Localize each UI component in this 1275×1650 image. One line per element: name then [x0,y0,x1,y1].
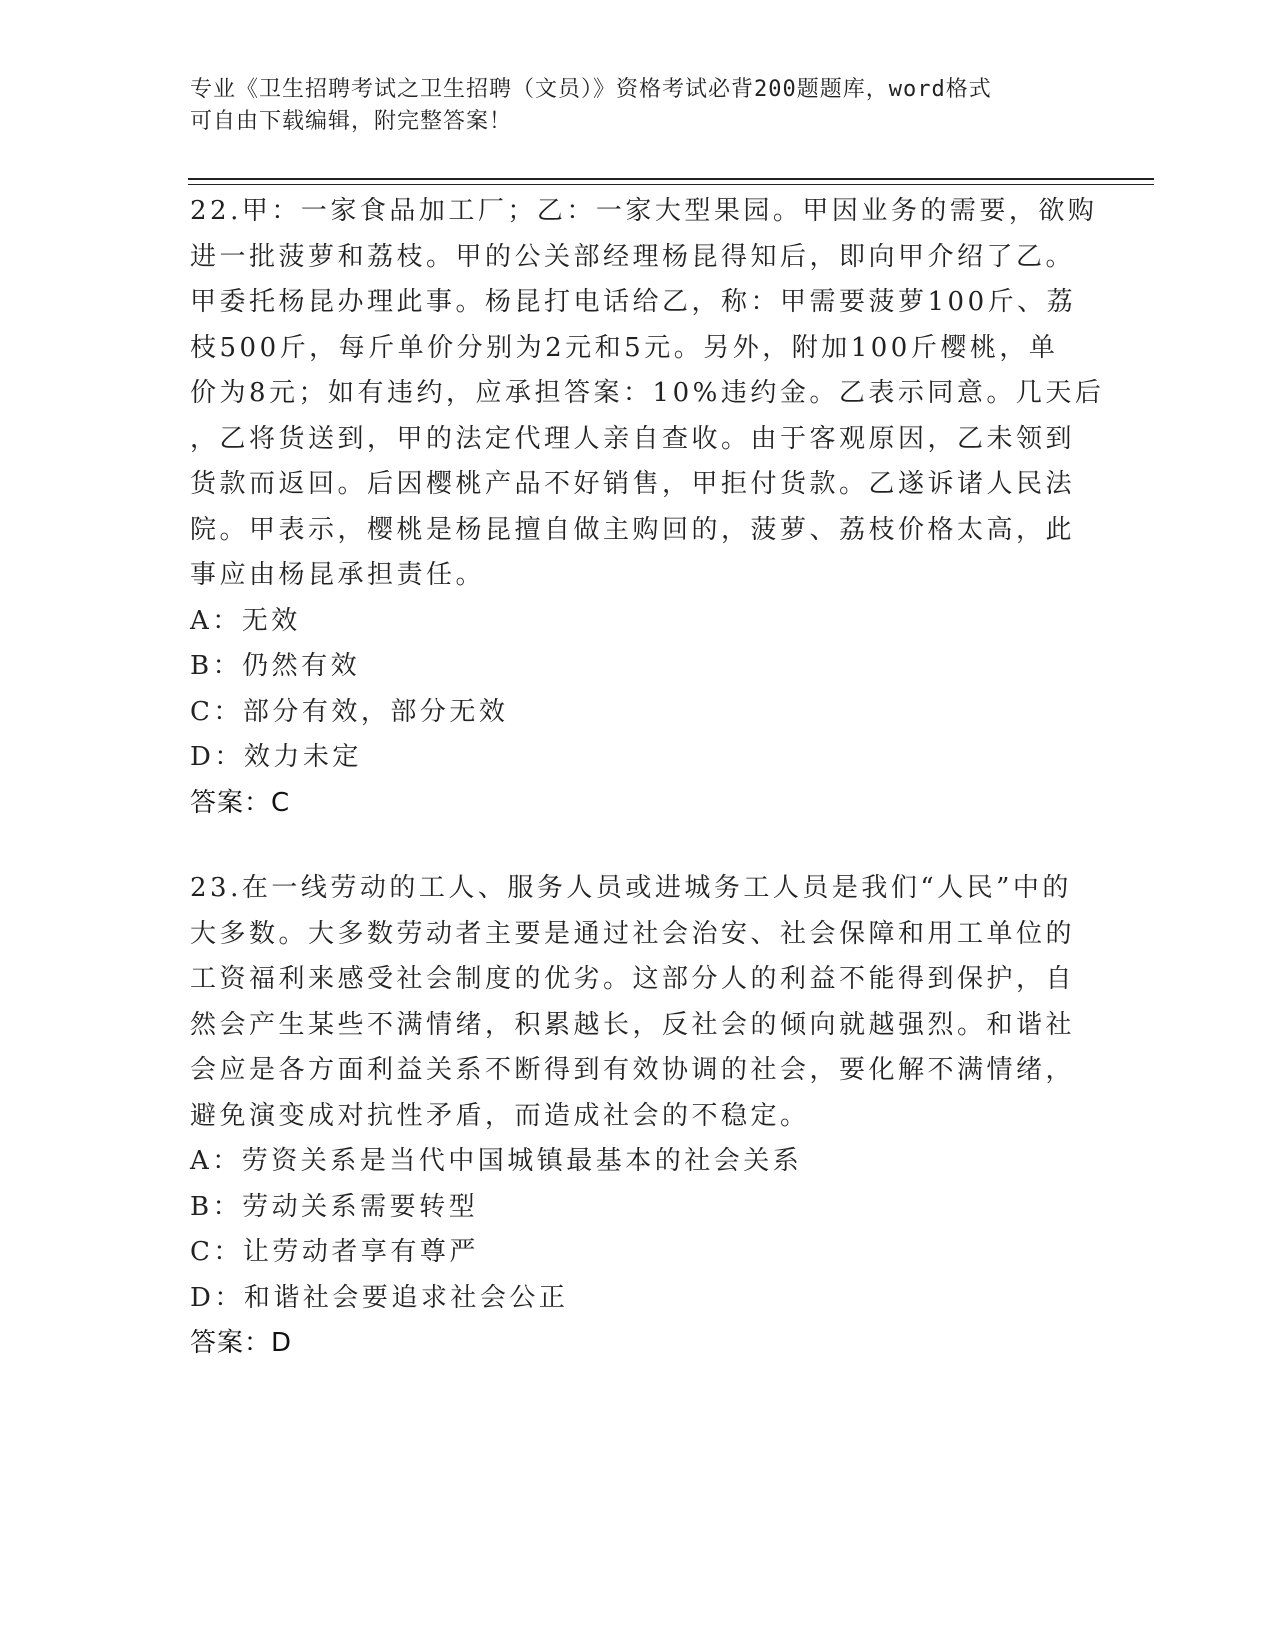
question-stem-line: 进一批菠萝和荔枝。甲的公关部经理杨昆得知后，即向甲介绍了乙。 [190,241,1076,272]
header-divider-thick [188,178,1154,180]
question-stem-line: 会应是各方面利益关系不断得到有效协调的社会，要化解不满情绪， [190,1055,1076,1085]
option-d: D：效力未定 [190,742,362,772]
question-stem-line: 23.在一线劳动的工人、服务人员或进城务工人员是我们“人民”中的 [190,873,1072,903]
option-a: A：劳资关系是当代中国城镇最基本的社会关系 [190,1146,803,1176]
question-stem-line: 避免演变成对抗性矛盾，而造成社会的不稳定。 [190,1100,810,1131]
question-stem-line: ，乙将货送到，甲的法定代理人亲自查收。由于客观原因，乙未领到 [190,423,1076,454]
question-stem-line: 枝500斤，每斤单价分别为2元和5元。另外，附加100斤樱桃，单 [190,332,1059,363]
option-c: C：让劳动者享有尊严 [190,1237,479,1267]
question-stem-line: 院。甲表示，樱桃是杨昆擅自做主购回的，菠萝、荔枝价格太高，此 [190,514,1076,545]
question-stem-line: 甲委托杨昆办理此事。杨昆打电话给乙，称：甲需要菠萝100斤、荔 [190,287,1077,317]
answer-label: 答案：D [190,1328,293,1358]
option-c: C：部分有效，部分无效 [190,696,509,727]
question-stem-line: 22.甲：一家食品加工厂；乙：一家大型果园。甲因业务的需要，欲购 [190,196,1098,226]
question-stem-line: 事应由杨昆承担责任。 [190,560,486,590]
header-line-2: 可自由下载编辑，附完整答案！ [190,109,513,134]
question-23 [190,866,1090,1367]
option-b: B：劳动关系需要转型 [190,1191,479,1222]
document-header [190,74,1070,138]
question-stem-line: 然会产生某些不满情绪，积累越长，反社会的倾向就越强烈。和谐社 [190,1009,1076,1040]
answer-label: 答案：C [190,787,291,818]
option-d: D：和谐社会要追求社会公正 [190,1282,569,1313]
question-stem-line: 工资福利来感受社会制度的优劣。这部分人的利益不能得到保护，自 [190,964,1076,994]
question-stem-line: 价为8元；如有违约，应承担答案：10%违约金。乙表示同意。几天后 [190,378,1105,408]
question-stem-line: 大多数。大多数劳动者主要是通过社会治安、社会保障和用工单位的 [190,918,1076,949]
option-a: A：无效 [190,605,301,636]
option-b: B：仍然有效 [190,651,361,681]
question-stem-line: 货款而返回。后因樱桃产品不好销售，甲拒付货款。乙遂诉诸人民法 [190,469,1076,499]
question-22 [190,189,1105,826]
header-line-1: 专业《卫生招聘考试之卫生招聘（文员）》资格考试必背200题题库，word格式 [190,77,992,102]
header-divider-thin [188,184,1154,185]
